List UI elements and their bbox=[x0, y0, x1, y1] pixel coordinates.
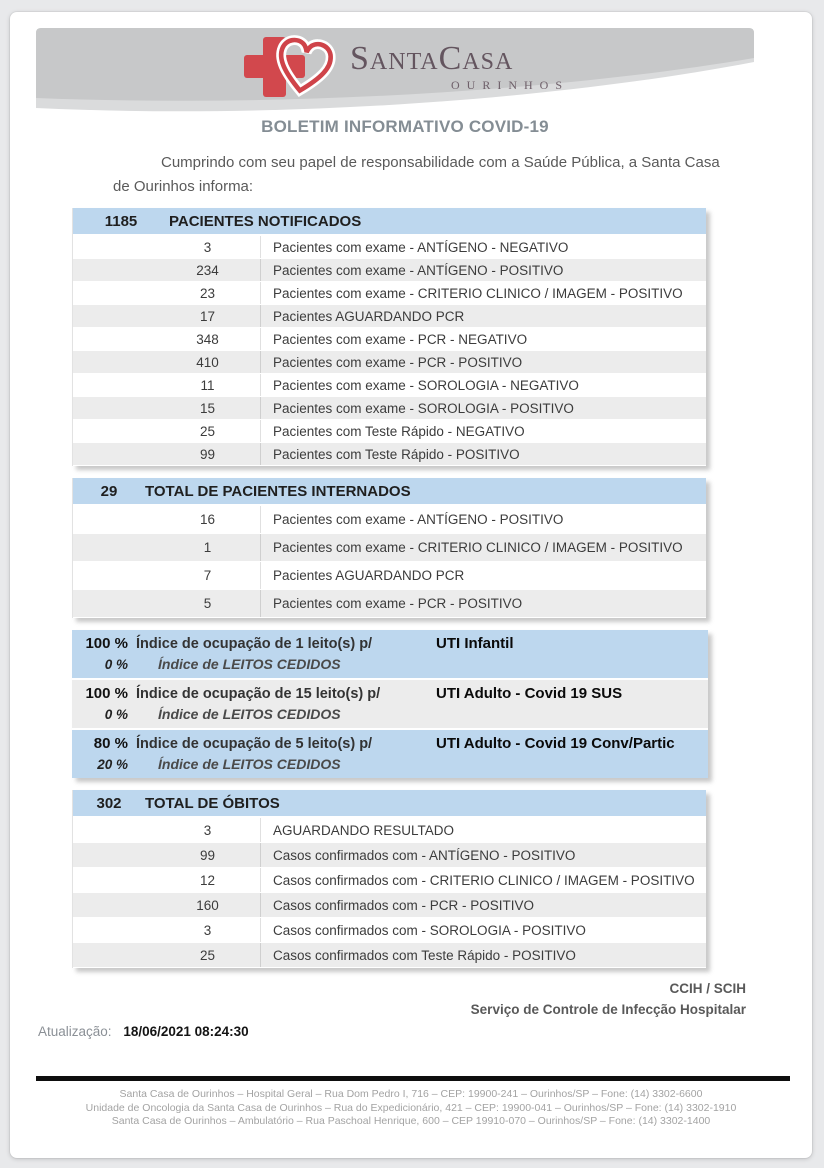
row-count: 15 bbox=[155, 397, 261, 419]
table-row bbox=[73, 259, 706, 282]
row-count: 12 bbox=[155, 868, 261, 892]
table-row bbox=[73, 534, 706, 562]
ceded-beds-line bbox=[72, 656, 708, 672]
row-count: 99 bbox=[155, 443, 261, 465]
table-row bbox=[73, 420, 706, 443]
row-label: Casos confirmados com - CRITERIO CLINICO / IMAGEM - POSITIVO bbox=[273, 872, 695, 888]
icu-unit-label: UTI Adulto - Covid 19 Conv/Partic bbox=[436, 735, 675, 752]
row-label: AGUARDANDO RESULTADO bbox=[273, 822, 455, 838]
row-count: 99 bbox=[155, 843, 261, 867]
update-timestamp bbox=[38, 1024, 249, 1039]
table-row bbox=[73, 236, 706, 259]
occupancy-description: Índice de ocupação de 5 leito(s) p/ bbox=[136, 736, 373, 752]
row-label: Pacientes com exame - CRITERIO CLINICO / IMAGEM - POSITIVO bbox=[273, 285, 683, 301]
address-line: Unidade de Oncologia da Santa Casa de Ourinhos – Rua do Expedicionário, 421 – CEP: 19900-041 – Ourinhos/SP – Fone: (14) 3302-1910 bbox=[85, 1101, 737, 1114]
hospital-logo bbox=[244, 34, 569, 102]
logo-wordmark bbox=[350, 34, 569, 93]
ceded-label: Índice de LEITOS CEDIDOS bbox=[158, 706, 341, 722]
separator-line bbox=[36, 1076, 790, 1081]
row-label: Pacientes AGUARDANDO PCR bbox=[273, 308, 465, 324]
table-total: 1185 bbox=[104, 212, 138, 230]
row-count: 16 bbox=[155, 506, 261, 533]
row-label: Pacientes com exame - SOROLOGIA - POSITIVO bbox=[273, 400, 574, 416]
row-count: 3 bbox=[155, 818, 261, 842]
row-count: 1 bbox=[155, 534, 261, 561]
update-label: Atualização: bbox=[38, 1024, 112, 1039]
address-line: Santa Casa de Ourinhos – Ambulatório – Rua Paschoal Henrique, 600 – CEP 19910-070 – Ourinhos/SP – Fone: (14) 3302-1400 bbox=[111, 1115, 711, 1127]
row-count: 3 bbox=[155, 918, 261, 942]
occupancy-percent: 80 % bbox=[93, 735, 128, 752]
occupancy-rate-line bbox=[72, 735, 708, 752]
row-label: Pacientes com Teste Rápido - NEGATIVO bbox=[273, 423, 525, 439]
table-row bbox=[73, 305, 706, 328]
ceded-label: Índice de LEITOS CEDIDOS bbox=[158, 756, 341, 772]
row-count: 11 bbox=[155, 374, 261, 396]
cross-heart-logo-icon bbox=[244, 34, 340, 102]
table-header bbox=[73, 790, 706, 816]
table-rows bbox=[73, 506, 706, 618]
content-area bbox=[72, 208, 712, 980]
table-row bbox=[73, 328, 706, 351]
table-row bbox=[73, 351, 706, 374]
table-rows bbox=[73, 236, 706, 466]
icu-unit-label: UTI Infantil bbox=[436, 635, 514, 652]
department-signature bbox=[471, 978, 746, 1020]
row-label: Pacientes com exame - PCR - POSITIVO bbox=[273, 354, 523, 370]
row-label: Pacientes com exame - ANTÍGENO - POSITIVO bbox=[273, 262, 564, 278]
row-count: 17 bbox=[155, 305, 261, 327]
occupancy-description: Índice de ocupação de 15 leito(s) p/ bbox=[136, 686, 381, 702]
row-label: Pacientes com exame - ANTÍGENO - POSITIVO bbox=[273, 512, 564, 527]
table-row bbox=[73, 443, 706, 466]
table-row bbox=[73, 397, 706, 420]
table-row bbox=[73, 868, 706, 893]
logo-subtitle: OURINHOS bbox=[451, 78, 570, 92]
row-count: 25 bbox=[155, 420, 261, 442]
occupancy-percent: 100 % bbox=[85, 685, 128, 702]
row-count: 160 bbox=[155, 893, 261, 917]
table-row bbox=[73, 562, 706, 590]
ceded-beds-line bbox=[72, 706, 708, 722]
row-label: Casos confirmados com - SOROLOGIA - POSITIVO bbox=[273, 922, 586, 938]
ceded-percent: 0 % bbox=[104, 657, 128, 672]
row-count: 234 bbox=[155, 259, 261, 281]
table-total: 302 bbox=[96, 794, 122, 812]
department-acronym: CCIH / SCIH bbox=[669, 981, 746, 996]
table-row bbox=[73, 943, 706, 968]
table-title: TOTAL DE PACIENTES INTERNADOS bbox=[145, 482, 411, 500]
inpatients-table bbox=[72, 478, 706, 618]
address-line: Santa Casa de Ourinhos – Hospital Geral – Rua Dom Pedro I, 716 – CEP: 19900-241 – Ourinhos/SP – Fone: (14) 3302-6600 bbox=[119, 1088, 703, 1100]
row-count: 7 bbox=[155, 562, 261, 589]
occupancy-block bbox=[72, 630, 708, 678]
table-row bbox=[73, 282, 706, 305]
ceded-label: Índice de LEITOS CEDIDOS bbox=[158, 656, 341, 672]
row-label: Casos confirmados com - ANTÍGENO - POSITIVO bbox=[273, 847, 576, 863]
row-label: Casos confirmados com - PCR - POSITIVO bbox=[273, 897, 535, 913]
table-row bbox=[73, 893, 706, 918]
row-label: Pacientes com exame - ANTÍGENO - NEGATIVO bbox=[273, 239, 569, 255]
table-title: PACIENTES NOTIFICADOS bbox=[169, 212, 362, 230]
intro-text: Cumprindo com seu papel de responsabilidade com a Saúde Pública, a Santa Casa de Ourinhos informa: bbox=[113, 154, 720, 195]
table-rows bbox=[73, 818, 706, 968]
logo-name: SantaCasa bbox=[350, 40, 514, 77]
table-row bbox=[73, 590, 706, 618]
table-header bbox=[73, 478, 706, 504]
occupancy-rate-line bbox=[72, 685, 708, 702]
ceded-percent: 20 % bbox=[97, 757, 128, 772]
row-count: 25 bbox=[155, 943, 261, 967]
table-total: 29 bbox=[100, 482, 118, 500]
row-label: Casos confirmados com Teste Rápido - POSITIVO bbox=[273, 947, 576, 963]
row-count: 23 bbox=[155, 282, 261, 304]
icu-unit-label: UTI Adulto - Covid 19 SUS bbox=[436, 685, 623, 702]
table-title: TOTAL DE ÓBITOS bbox=[145, 794, 280, 812]
row-label: Pacientes com exame - CRITERIO CLINICO / IMAGEM - POSITIVO bbox=[273, 540, 683, 555]
notified-patients-table bbox=[72, 208, 706, 466]
icu-occupancy-section bbox=[72, 630, 708, 778]
table-header bbox=[73, 208, 706, 234]
address-footer bbox=[10, 1088, 812, 1129]
occupancy-percent: 100 % bbox=[85, 635, 128, 652]
deaths-table bbox=[72, 790, 706, 968]
row-label: Pacientes com exame - PCR - NEGATIVO bbox=[273, 331, 528, 347]
occupancy-block bbox=[72, 680, 708, 728]
header-banner bbox=[36, 28, 754, 124]
occupancy-rate-line bbox=[72, 635, 708, 652]
row-label: Pacientes com exame - PCR - POSITIVO bbox=[273, 596, 523, 611]
table-row bbox=[73, 843, 706, 868]
table-row bbox=[73, 918, 706, 943]
occupancy-block bbox=[72, 730, 708, 778]
table-row bbox=[73, 818, 706, 843]
table-row bbox=[73, 374, 706, 397]
department-name: Serviço de Controle de Infecção Hospitalar bbox=[470, 1002, 746, 1017]
ceded-beds-line bbox=[72, 756, 708, 772]
row-count: 5 bbox=[155, 590, 261, 617]
occupancy-description: Índice de ocupação de 1 leito(s) p/ bbox=[136, 636, 373, 652]
update-value: 18/06/2021 08:24:30 bbox=[123, 1024, 249, 1039]
row-label: Pacientes com exame - SOROLOGIA - NEGATIVO bbox=[273, 377, 579, 393]
row-count: 3 bbox=[155, 236, 261, 258]
row-count: 348 bbox=[155, 328, 261, 350]
table-row bbox=[73, 506, 706, 534]
row-count: 410 bbox=[155, 351, 261, 373]
ceded-percent: 0 % bbox=[104, 707, 128, 722]
row-label: Pacientes com Teste Rápido - POSITIVO bbox=[273, 446, 520, 462]
document-page bbox=[10, 12, 812, 1158]
row-label: Pacientes AGUARDANDO PCR bbox=[273, 568, 465, 583]
page-title: BOLETIM INFORMATIVO COVID-19 bbox=[261, 117, 549, 136]
